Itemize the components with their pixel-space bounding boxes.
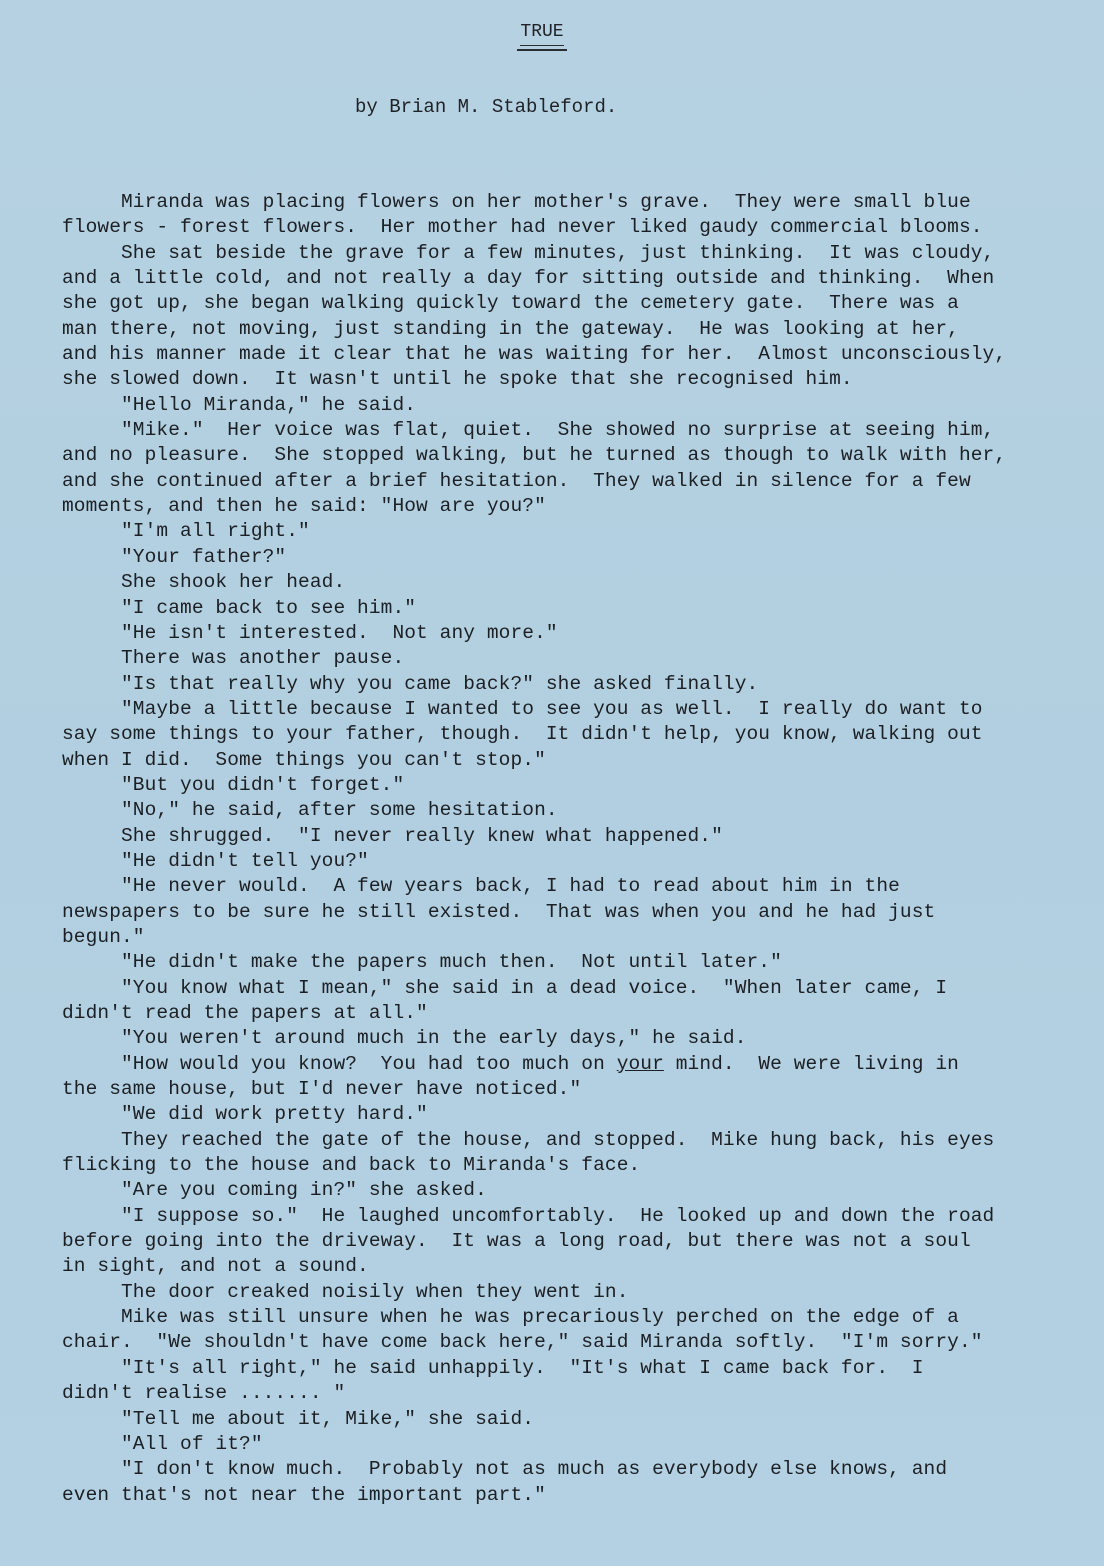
text-line: "You weren't around much in the early days," he said. (62, 1027, 747, 1050)
text-line: didn't read the papers at all." (62, 1002, 428, 1024)
text-line: in sight, and not a sound. (62, 1255, 369, 1278)
title-block (0, 22, 1104, 51)
text-line: and she continued after a brief hesitation. They walked in silence for a few (62, 469, 971, 492)
text-line: "All of it?" (62, 1432, 263, 1455)
text-line: and his manner made it clear that he was waiting for her. Almost unconsciously, (62, 343, 1007, 366)
text-line: Mike was still unsure when he was precariously perched on the edge of a (62, 1306, 959, 1329)
text-line: she got up, she began walking quickly toward the cemetery gate. There was a (62, 292, 959, 315)
text-line: "We did work pretty hard." (62, 1103, 428, 1126)
text-line: the same house, but I'd never have noticed." (62, 1078, 582, 1101)
text-line: didn't realise ....... " (62, 1382, 346, 1405)
text-line: begun." (62, 925, 145, 948)
text-line: flicking to the house and back to Miranda's face. (62, 1154, 641, 1177)
text-line: moments, and then he said: "How are you?" (62, 495, 546, 518)
text-line: The door creaked noisily when they went in. (62, 1280, 629, 1303)
text-line: She shook her head. (62, 571, 346, 594)
text-line: and a little cold, and not really a day for sitting outside and thinking. When (62, 267, 995, 290)
text-line: "Your father?" (62, 545, 287, 568)
text-line: There was another pause. (62, 647, 405, 670)
text-line: when I did. Some things you can't stop." (62, 748, 546, 771)
text-line: They reached the gate of the house, and stopped. Mike hung back, his eyes (62, 1128, 995, 1151)
author-byline: by Brian M. Stableford. (355, 96, 618, 118)
text-line: "He didn't tell you?" (62, 849, 369, 872)
text-line: man there, not moving, just standing in the gateway. He was looking at her, (62, 317, 959, 340)
text-line: "I don't know much. Probably not as much as everybody else knows, and (62, 1458, 948, 1481)
text-line: newspapers to be sure he still existed. That was when you and he had just (62, 900, 936, 923)
text-line: "He never would. A few years back, I had to read about him in the (62, 875, 900, 898)
text-line: "No," he said, after some hesitation. (62, 799, 558, 822)
text-line: flowers - forest flowers. Her mother had never liked gaudy commercial blooms. (62, 216, 983, 239)
story-body (62, 190, 1062, 1508)
text-line: "I came back to see him." (62, 596, 417, 619)
text-line: chair. "We shouldn't have come back here," said Miranda softly. "I'm sorry." (62, 1331, 983, 1354)
text-line: "It's all right," he said unhappily. "It's what I came back for. I (62, 1356, 924, 1379)
text-line: Miranda was placing flowers on her mother's grave. They were small blue (62, 191, 971, 213)
text-line: "He didn't make the papers much then. Not until later." (62, 951, 782, 974)
text-line: "How would you know? You had too much on your mind. We were living in (62, 1052, 959, 1075)
text-line: she slowed down. It wasn't until he spoke that she recognised him. (62, 368, 853, 391)
text-line: She shrugged. "I never really knew what happened." (62, 824, 723, 847)
text-line: and no pleasure. She stopped walking, but he turned as though to walk with her, (62, 444, 1007, 467)
text-line: "Tell me about it, Mike," she said. (62, 1407, 535, 1430)
text-line: "Is that really why you came back?" she asked finally. (62, 672, 759, 695)
text-line: say some things to your father, though. It didn't help, you know, walking out (62, 723, 983, 746)
underlined-word: your (616, 1052, 664, 1075)
text-line: before going into the driveway. It was a long road, but there was not a soul (62, 1230, 971, 1253)
text-line: even that's not near the important part." (62, 1483, 546, 1506)
text-line: "I'm all right." (62, 520, 310, 543)
text-line: "But you didn't forget." (62, 773, 405, 796)
text-line: "Mike." Her voice was flat, quiet. She showed no surprise at seeing him, (62, 419, 995, 442)
text-line: "I suppose so." He laughed uncomfortably. He looked up and down the road (62, 1204, 995, 1227)
text-line: "Maybe a little because I wanted to see you as well. I really do want to (62, 697, 983, 720)
text-line: "Are you coming in?" she asked. (62, 1179, 487, 1202)
text-line: "You know what I mean," she said in a dead voice. "When later came, I (62, 976, 948, 999)
text-line: She sat beside the grave for a few minutes, just thinking. It was cloudy, (62, 241, 995, 264)
text-line: "Hello Miranda," he said. (62, 393, 417, 416)
text-line: "He isn't interested. Not any more." (62, 621, 558, 644)
story-title: TRUE (520, 22, 563, 46)
title-double-underline (517, 49, 567, 51)
